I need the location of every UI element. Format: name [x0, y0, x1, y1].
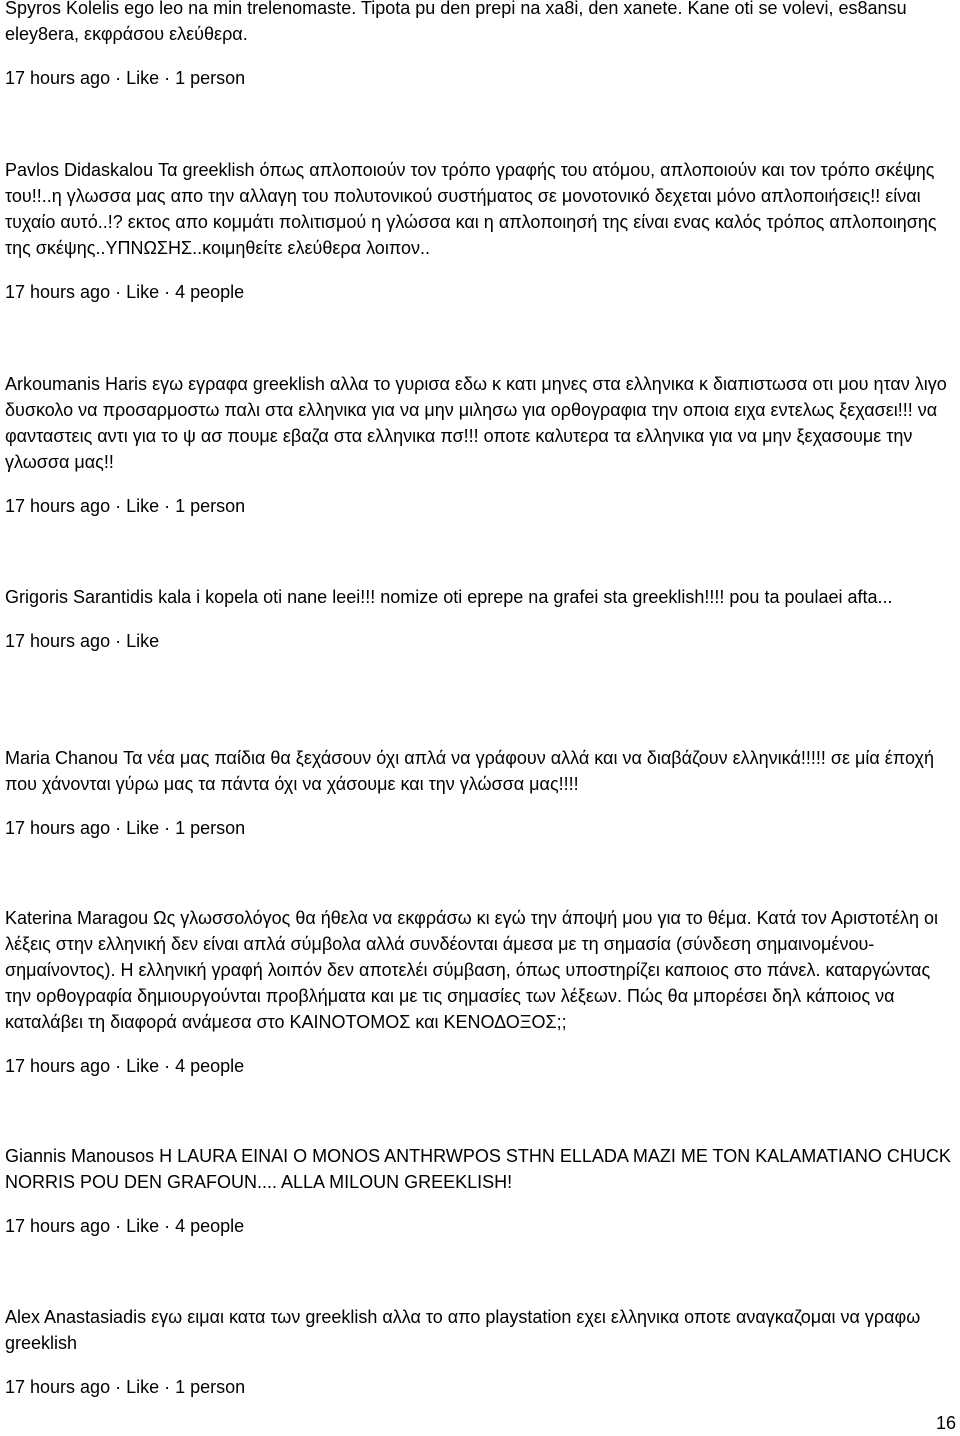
comment-author[interactable]: Spyros Kolelis: [5, 0, 120, 18]
like-count[interactable]: 4 people: [175, 1056, 245, 1076]
comment-time: 17 hours ago: [5, 282, 111, 302]
comment-meta: 17 hours ago · Like · 4 people: [5, 1056, 245, 1076]
like-link[interactable]: Like: [126, 818, 160, 838]
comment-7: [5, 1143, 951, 1239]
like-count[interactable]: 4 people: [175, 282, 245, 302]
like-count[interactable]: 1 person: [175, 68, 246, 88]
comment-body: Τα νέα μας παίδια θα ξεχάσουν όχι απλά να γράφουν αλλά και να διαβάζουν ελληνικά!!!!! σε μία έποχή που χάνονται γύρω μας τα πάντα όχι να χάσουμε και την γλώσσα μας!!!!: [5, 748, 934, 794]
comment-body: ego leo na min trelenomaste. Tipota pu den prepi na xa8i, den xanete. Kane oti se volevi, es8ansu eley8era, εκφράσου ελεύθερα.: [5, 0, 907, 44]
comment-time: 17 hours ago: [5, 1216, 111, 1236]
comment-time: 17 hours ago: [5, 1377, 111, 1397]
comment-meta: 17 hours ago · Like · 1 person: [5, 68, 246, 88]
like-link[interactable]: Like: [126, 496, 160, 516]
comment-meta: 17 hours ago · Like · 1 person: [5, 818, 246, 838]
comment-author[interactable]: Alex Anastasiadis: [5, 1307, 147, 1327]
comment-text: [5, 745, 951, 797]
like-count[interactable]: 1 person: [175, 1377, 246, 1397]
comment-3: [5, 371, 951, 519]
comment-time: 17 hours ago: [5, 68, 111, 88]
comment-meta: 17 hours ago · Like · 4 people: [5, 282, 245, 302]
comment-1: [5, 0, 951, 91]
comment-author[interactable]: Pavlos Didaskalou: [5, 160, 154, 180]
comment-text: [5, 1304, 951, 1356]
like-count[interactable]: 1 person: [175, 496, 246, 516]
comment-text: [5, 371, 951, 475]
comment-5: [5, 745, 951, 841]
like-link[interactable]: Like: [126, 68, 160, 88]
like-link[interactable]: Like: [126, 631, 160, 651]
comment-time: 17 hours ago: [5, 496, 111, 516]
like-link[interactable]: Like: [126, 1377, 160, 1397]
comment-text: [5, 584, 951, 610]
comment-meta: 17 hours ago · Like · 4 people: [5, 1216, 245, 1236]
comment-time: 17 hours ago: [5, 631, 111, 651]
comment-text: [5, 0, 951, 47]
like-link[interactable]: Like: [126, 1056, 160, 1076]
comment-meta: 17 hours ago · Like · 1 person: [5, 1377, 246, 1397]
comment-body: H LAURA EINAI O MONOS ANTHRWPOS STHN ELLADA MAZI ME TON KALAMATIANO CHUCK NORRIS POU DEN GRAFOUN.... ALLA MILOUN GREEKLISH!: [5, 1146, 951, 1192]
page-number: 16: [935, 1413, 956, 1433]
comment-text: [5, 905, 951, 1035]
comment-text: [5, 1143, 951, 1195]
comment-author[interactable]: Arkoumanis Haris: [5, 374, 148, 394]
comment-body: εγω ειμαι κατα των greeklish αλλα το απο playstation εχει ελληνικα οποτε αναγκαζομαι να γραφω greeklish: [5, 1307, 921, 1353]
comment-time: 17 hours ago: [5, 818, 111, 838]
comment-body: kala i kopela oti nane leei!!! nomize oti eprepe na grafei sta greeklish!!!! pou ta poulaei afta...: [158, 587, 893, 607]
comment-time: 17 hours ago: [5, 1056, 111, 1076]
comment-meta: 17 hours ago · Like · 1 person: [5, 496, 246, 516]
comment-2: [5, 157, 951, 305]
comment-body: εγω εγραφα greeklish αλλα το γυρισα εδω κ κατι μηνες στα ελληνικα κ διαπιστωσα οτι μου ηταν λιγο δυσκολο να προσαρμοστω παλι στα ελληνικα για να μην μιλησω για ορθογραφια την οποια ειχα εντελως ξεχασει!!! να φανταστεις αντι για το ψ ασ πουμε εβαζα στα ελληνικα πσ!!! οποτε καλυτερα τα ελληνικα για να μην ξεχασουμε την γλωσσα μας!!: [5, 374, 947, 472]
comment-meta: 17 hours ago · Like: [5, 631, 160, 651]
comment-4: [5, 584, 951, 654]
like-count[interactable]: 4 people: [175, 1216, 245, 1236]
comment-author[interactable]: Maria Chanou: [5, 748, 119, 768]
comment-author[interactable]: Giannis Manousos: [5, 1146, 155, 1166]
comment-author[interactable]: Katerina Maragou: [5, 908, 149, 928]
comment-body: Ως γλωσσολόγος θα ήθελα να εκφράσω κι εγώ την άποψή μου για το θέμα. Κατά τον Αριστοτέλη οι λέξεις στην ελληνική δεν είναι απλά σύμβολα αλλά συνδέονται άμεσα με τη σημασία (σύνδεση σημαινομένου-σημαίνοντος). Η ελληνική γραφή λοιπόν δεν αποτελέι σύμβαση, όπως υποστηρίζει καποιος στο πάνελ. καταργώντας την ορθογραφία δημιουργούνται προβλήματα και με τις σημασίες των λέξεων. Πώς θα μπορέσει δηλ κάποιος να καταλάβει τη διαφορά ανάμεσα στο ΚΑΙΝΟΤΟΜΟΣ και ΚΕΝΟΔΟΞΟΣ;;: [5, 908, 939, 1032]
like-link[interactable]: Like: [126, 1216, 160, 1236]
like-count[interactable]: 1 person: [175, 818, 246, 838]
comment-author[interactable]: Grigoris Sarantidis: [5, 587, 154, 607]
comment-6: [5, 905, 951, 1079]
comment-body: Τα greeklish όπως απλοποιούν τον τρόπο γραφής του ατόμου, απλοποιούν και τον τρόπο σκέψης του!!..η γλωσσα μας απο την αλλαγη του πολυτονικού συστήματος σε μονοτονικό δεχεται μόνο απλοποιήσεις!! είναι τυχαίο αυτό..!? εκτος απο κομμάτι πολιτισμού η γλώσσα και η απλοποιησή της είναι ενας καλός τρόπος απλοποιησης της σκέψης..ΥΠΝΩΣΗΣ..κοιμηθείτε ελεύθερα λοιπον..: [5, 160, 937, 258]
comment-text: [5, 157, 951, 261]
like-link[interactable]: Like: [126, 282, 160, 302]
comment-8: [5, 1304, 951, 1400]
